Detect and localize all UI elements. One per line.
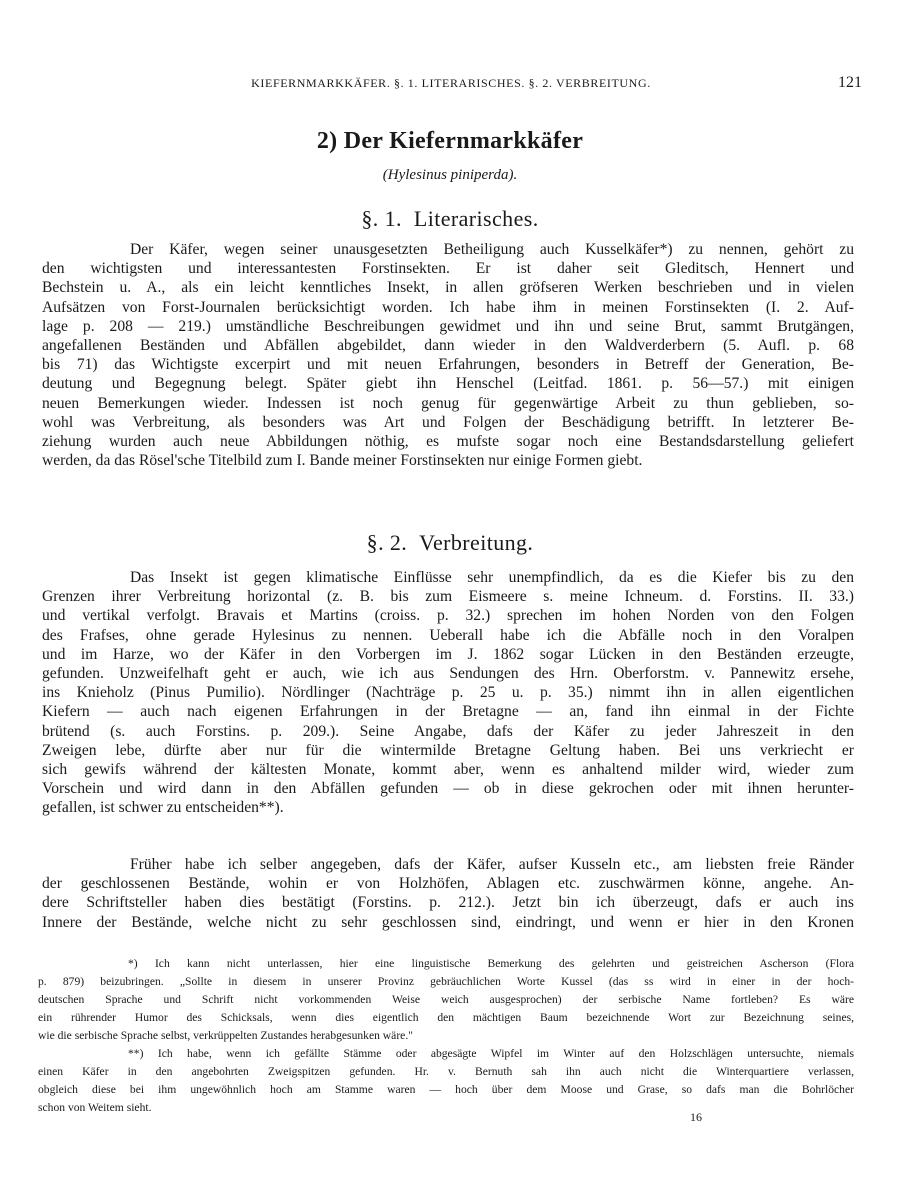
text-line: Der Käfer, wegen seiner unausgesetzten Betheiligung auch Kusselkäfer*) zu nennen, gehört zu bbox=[130, 241, 854, 258]
chapter-subtitle: (Hylesinus piniperda). bbox=[382, 167, 518, 183]
text-line: brütend (s. auch Forstins. p. 209.). Seine Angabe, dafs der Käfer zu jeder Jahreszeit in den bbox=[42, 722, 854, 740]
page-number: 121 bbox=[838, 74, 862, 91]
text-line: sich gewifs während der kältesten Monate, kommt aber, wenn es anhaltend milder wird, wieder zum bbox=[42, 761, 854, 779]
text-line: werden, da das Rösel'sche Titelbild zum I. Bande meiner Forstinsekten nur einige Formen giebt. bbox=[42, 452, 643, 470]
text-line: Innere der Bestände, welche nicht zu sehr geschlossen sind, eindringt, und wenn er hier in den Kronen bbox=[42, 913, 854, 931]
paragraph-literarisches bbox=[42, 240, 854, 470]
footnote-line: **) Ich habe, wenn ich gefällte Stämme oder abgesägte Wipfel im Winter auf den Holzschlägen untersuchte, niemals bbox=[128, 1047, 854, 1060]
section-heading-verbreitung bbox=[0, 530, 900, 556]
footnote-line: schon von Weitem sieht. bbox=[38, 1101, 152, 1114]
text-line: und vertikal verfolgt. Bravais et Martins (croiss. p. 32.) sprechen im hohen Norden von den Folgen bbox=[42, 607, 854, 625]
text-line: ins Knieholz (Pinus Pumilio). Nördlinger (Nachträge p. 25 u. p. 35.) nimmt ihn in allen eigentlichen bbox=[42, 684, 854, 702]
text-line: wohl was Verbreitung, als besonders was Art und Folgen der Beschädigung betrifft. In letzterer Be- bbox=[42, 413, 854, 431]
text-line: Aufsätzen von Forst-Journalen berücksichtigt worden. Ich habe ihm in meinen Forstinsekten (I. 2. Auf- bbox=[42, 298, 854, 316]
section-heading-literarisches bbox=[0, 206, 900, 232]
text-line: deutung und Begegnung belegt. Später giebt ihn Henschel (Leitfad. 1861. p. 56—57.) mit einigen bbox=[42, 375, 854, 393]
text-line: dere Schriftsteller haben dies bestätigt (Forstins. p. 212.). Jetzt bin ich überzeugt, dafs er auch ins bbox=[42, 894, 854, 912]
text-line: neuen Bemerkungen wieder. Indessen ist noch genug für gegenwärtige Arbeit zu thun geblieben, so- bbox=[42, 394, 854, 412]
text-line: Grenzen ihrer Verbreitung horizontal (z. B. bis zum Eismeere s. meine Ichneum. d. Forstins. II. 33.) bbox=[42, 588, 854, 606]
paragraph-verbreitung-2 bbox=[42, 855, 854, 932]
section-title: Verbreitung. bbox=[419, 530, 534, 555]
footnote-line: deutschen Sprache und Schrift nicht vorkommenden Weise weich ausgesprochen) der serbische Name fortleben? Es wäre bbox=[38, 993, 854, 1006]
footnote-line: *) Ich kann nicht unterlassen, hier eine linguistische Bemerkung des gelehrten und geistreichen Ascherson (Flora bbox=[128, 957, 854, 970]
running-head bbox=[40, 76, 862, 98]
text-line: ziehung wurden auch neue Abbildungen nöthig, es mufste sogar noch eine Bestandsdarstellung geliefert bbox=[42, 433, 854, 451]
text-line: gefunden. Unzweifelhaft geht er auch, wie ich aus Sendungen des Hrn. Oberforstm. v. Pannewitz ersehe, bbox=[42, 665, 854, 683]
running-head-title: KIEFERNMARKKÄFER. §. 1. LITERARISCHES. §. 2. VERBREITUNG. bbox=[251, 76, 651, 90]
text-line: lage p. 208 — 219.) umständliche Beschreibungen gewidmet und ihn und seine Brut, sammt Brutgängen, bbox=[42, 317, 854, 335]
footnote-line: ein rührender Humor des Schicksals, wenn dies eigentlich den mächtigen Baum bezeichnende Wort zur Bezeichnung seines, bbox=[38, 1011, 854, 1024]
paragraph-verbreitung-1 bbox=[42, 568, 854, 818]
footnote-line: p. 879) beizubringen. „Sollte in diesem in unserer Provinz gebräuchlichen Worte Kussel (das ss wird in einer in der hoch- bbox=[38, 975, 854, 988]
text-line: Kiefern — auch nach eigenen Erfahrungen in der Bretagne — an, fand ihn einmal in der Fichte bbox=[42, 703, 854, 721]
text-line: angefallenen Beständen und Abfällen abgebildet, dann wieder in den Waldverderbern (5. Aufl. p. 68 bbox=[42, 337, 854, 355]
footnote-line: wie die serbische Sprache selbst, verkrüppelten Zustandes herabgesunken wäre." bbox=[38, 1029, 413, 1042]
text-line: den wichtigsten und interessantesten Forstinsekten. Er ist daher seit Gleditsch, Hennert und bbox=[42, 260, 854, 278]
text-line: des Frafses, ohne gerade Hylesinus zu nennen. Ueberall habe ich die Abfälle noch in den Voralpen bbox=[42, 626, 854, 644]
footnote-line: obgleich diese bei ihm ungewöhnlich hoch am Stamme waren — hoch über dem Moose und Grase, so dafs man die Bohrlöcher bbox=[38, 1083, 854, 1096]
footnotes bbox=[38, 955, 854, 1117]
text-line: bis 71) das Wichtigste excerpirt und mit neuen Erfahrungen, besonders in Betreff der Generation, Be- bbox=[42, 356, 854, 374]
text-line: Das Insekt ist gegen klimatische Einflüsse sehr unempfindlich, da es die Kiefer bis zu den bbox=[130, 569, 854, 586]
section-title: Literarisches. bbox=[413, 206, 539, 231]
text-line: und im Harze, wo der Käfer in den Vorbergen im J. 1862 sogar Lücken in den Beständen erzeugte, bbox=[42, 645, 854, 663]
text-line: Zweigen lebe, dürfte aber nur für die wintermilde Bretagne Geltung haben. Bei uns verkriecht er bbox=[42, 741, 854, 759]
signature-mark: 16 bbox=[690, 1110, 702, 1124]
section-symbol: §. 1. bbox=[361, 206, 402, 231]
chapter-title: 2) Der Kiefernmarkkäfer bbox=[316, 128, 584, 154]
text-line: der geschlossenen Bestände, wohin er von Holzhöfen, Ablagen etc. zuschwärmen könne, angehe. An- bbox=[42, 875, 854, 893]
footnote-line: einen Käfer in den angebohrten Zweigspitzen gefunden. Hr. v. Bernuth sah ihn auch nicht die Winterquartiere verlassen, bbox=[38, 1065, 854, 1078]
text-line: Bechstein u. A., als ein leicht kenntliches Insekt, in allen gröfseren Werken beschrieben und in vielen bbox=[42, 279, 854, 297]
section-symbol: §. 2. bbox=[366, 530, 408, 555]
text-line: Früher habe ich selber angegeben, dafs der Käfer, aufser Kusseln etc., am liebsten freie Ränder bbox=[130, 856, 854, 873]
text-line: Vorschein und wird dann in den Abfällen gefunden — ob in diese gekrochen oder mit ihnen herunter- bbox=[42, 780, 854, 798]
text-line: gefallen, ist schwer zu entscheiden**). bbox=[42, 799, 284, 817]
